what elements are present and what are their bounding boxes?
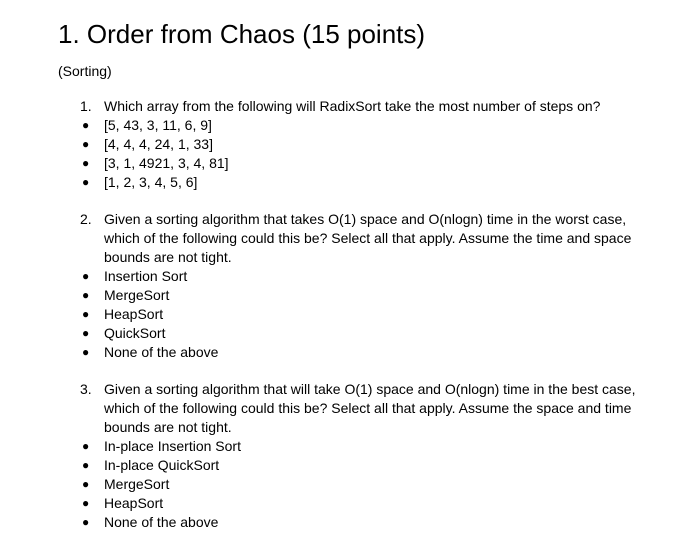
bullet-icon: ●	[82, 326, 90, 340]
question-text: Given a sorting algorithm that takes O(1) space and O(nlogn) time in the worst case, which of the following could this be? Select all that apply. Assume the time and space bounds are not tight.	[104, 211, 632, 265]
bullet-icon: ●	[82, 515, 90, 529]
bullet-icon: ●	[82, 118, 90, 132]
question-number: 3.	[80, 381, 92, 397]
page-subtitle: (Sorting)	[58, 63, 112, 79]
option-item	[80, 475, 660, 494]
bullet-icon: ●	[82, 458, 90, 472]
option-item	[80, 173, 660, 192]
question-text: Which array from the following will RadixSort take the most number of steps on?	[104, 98, 601, 114]
option-label: HeapSort	[104, 495, 164, 511]
bullet-icon: ●	[82, 345, 90, 359]
question-2	[80, 210, 660, 362]
question-number: 2.	[80, 211, 92, 227]
option-label: [4, 4, 4, 24, 1, 33]	[104, 136, 213, 152]
option-item	[80, 305, 660, 324]
option-label: None of the above	[104, 344, 219, 360]
option-label: [1, 2, 3, 4, 5, 6]	[104, 174, 198, 190]
option-item	[80, 513, 660, 532]
option-item	[80, 456, 660, 475]
bullet-icon: ●	[82, 269, 90, 283]
option-label: [5, 43, 3, 11, 6, 9]	[104, 117, 212, 133]
option-label: In-place QuickSort	[104, 457, 220, 473]
question-1	[80, 97, 660, 192]
option-item	[80, 494, 660, 513]
option-item	[80, 343, 660, 362]
option-list	[80, 116, 660, 192]
option-label: In-place Insertion Sort	[104, 438, 241, 454]
bullet-icon: ●	[82, 307, 90, 321]
option-item	[80, 286, 660, 305]
option-list	[80, 267, 660, 362]
question-text: Given a sorting algorithm that will take O(1) space and O(nlogn) time in the best case, which of the following could this be? Select all that apply. Assume the space and time bounds are not tight.	[104, 381, 636, 435]
page-title: 1. Order from Chaos (15 points)	[58, 19, 426, 49]
option-label: QuickSort	[104, 325, 166, 341]
option-item	[80, 324, 660, 343]
option-label: HeapSort	[104, 306, 164, 322]
bullet-icon: ●	[82, 439, 90, 453]
bullet-icon: ●	[82, 137, 90, 151]
option-label: MergeSort	[104, 476, 170, 492]
bullet-icon: ●	[82, 496, 90, 510]
question-number: 1.	[80, 98, 92, 114]
option-label: Insertion Sort	[104, 268, 188, 284]
option-item	[80, 437, 660, 456]
option-label: [3, 1, 4921, 3, 4, 81]	[104, 155, 229, 171]
option-item	[80, 267, 660, 286]
option-label: MergeSort	[104, 287, 170, 303]
option-item	[80, 154, 660, 173]
option-label: None of the above	[104, 514, 219, 530]
bullet-icon: ●	[82, 288, 90, 302]
question-3	[80, 380, 660, 532]
option-item	[80, 135, 660, 154]
bullet-icon: ●	[82, 477, 90, 491]
option-list	[80, 437, 660, 532]
bullet-icon: ●	[82, 175, 90, 189]
option-item	[80, 116, 660, 135]
bullet-icon: ●	[82, 156, 90, 170]
